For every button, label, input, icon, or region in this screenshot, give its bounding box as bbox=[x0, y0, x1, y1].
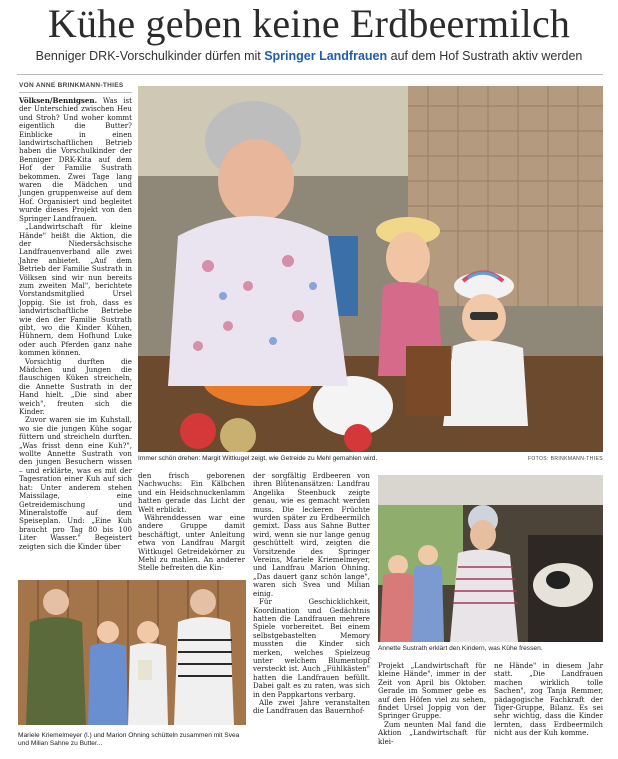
paragraph: Was ist der Unterschied zwischen Heu und Stroh? Und woher kommt eigentlich die Butter? Einblicke in einen landwirtschaftlichen Betrieb haben die Vorschulkinder der Benniger DRK-Kita auf dem Hof der Familie Sustrath bekommen. Zwei Tage lang waren die Mädchen und Jungen gruppenweise auf dem Hof. Organisiert und begleitet wurde dieses Projekt von den Springer Landfrauen. bbox=[19, 96, 132, 223]
paragraph: der sorgfältig Erdbeeren von ihren Blütenansätzen: Landfrau Angelika Steenbuck zeigte genau, wie es gemacht werden muss. Die leckeren Früchte wurden später zu Erdbeermilch gemixt. Dass aus Sahne Butter wird, wenn sie nur lange genug geschüttelt wird, zeigten die Vorsitzende des Springer Vereins, Mariele Kriemelmeyer, und Landfrau Marion Ohning. „Das dauert ganz schön lange", waren sich Svea und Milian einig. bbox=[253, 471, 370, 598]
main-photo bbox=[138, 86, 603, 452]
text-column-2 bbox=[138, 472, 245, 573]
subline-text-end: auf dem Hof Sustrath aktiv werden bbox=[387, 49, 583, 63]
paragraph: Zum neunten Mal fand die Aktion „Landwirtschaft für klei- bbox=[378, 719, 486, 746]
bottom-right-photo bbox=[378, 475, 603, 642]
paragraph: Projekt „Landwirtschaft für kleine Hände", immer in der Zeit von April bis Oktober. Gerade im Sommer gebe es auf den Höfen viel zu sehen, findet Ursel Joppig von der Springer Gruppe. bbox=[378, 661, 486, 721]
paragraph: Für Geschicklichkeit, Koordination und Gedächtnis hatten die Landfrauen mehrere Spiele vorbereitet. Bei einem selbstgebastelten Memory mussten die Kinder sich merken, welches Spielzeug unter welchem Blumentopf versteckt ist. Auch „Fühlkästen" hatten die Landfrauen befüllt. Dabei galt es zu raten, was sich in den Pappkartons verbarg. bbox=[253, 597, 370, 699]
paragraph: Vorsichtig durften die Mädchen und Jungen die flauschigen Küken streicheln, die Annette Sustrath in der Hand hielt. „Die sind aber weich", freuten sich die Kinder. bbox=[19, 356, 132, 417]
paragraph: Währenddessen war eine andere Gruppe damit beschäftigt, unter Anleitung etwa von Landfrau Margit Wittkugel Getreidekörner zu Mehl zu mahlen. An anderer Stelle befreiten die Kin- bbox=[138, 513, 245, 573]
article-subline bbox=[0, 49, 618, 63]
byline-rule bbox=[19, 92, 132, 93]
subline-text-start: Benniger DRK-Vorschulkinder dürfen mit bbox=[35, 49, 265, 63]
photo-credit: FOTOS: BRINKMANN-THIES bbox=[527, 456, 603, 462]
text-column-1 bbox=[19, 97, 132, 551]
text-column-3 bbox=[253, 472, 370, 716]
byline: VON ANNE BRINKMANN-THIES bbox=[19, 82, 124, 89]
paragraph: Zuvor waren sie im Kuhstall, wo sie die jungen Kühe sogar füttern und streicheln durften. „Was frisst denn eine Kuh?", wollte Annette Sustrath von den jungen Besuchern wissen – und erklärte, was es mit der Tagesration einer Kuh auf sich hat: Unter anderem stehen Maissilage, eine Getreidemischung und Mineralstoffe auf dem Speiseplan. Und: „Eine Kuh braucht pro Tag 80 bis 100 Liter Wasser." Begeistert zeigten sich die Kinder über bbox=[19, 415, 132, 551]
paragraph: Alle zwei Jahre veranstalten die Landfrauen das Bauernhof- bbox=[253, 697, 370, 716]
text-column-4 bbox=[378, 662, 486, 746]
dateline: Völksen/Bennigsen. bbox=[19, 96, 98, 105]
bottom-right-caption: Annette Sustrath erklärt den Kindern, was Kühe fressen. bbox=[378, 645, 543, 652]
bottom-left-photo bbox=[18, 580, 246, 725]
main-photo-caption: Immer schön drehen: Margit Wittkugel zeigt, wie Getreide zu Mehl gemahlen wird. bbox=[138, 455, 378, 462]
bottom-left-caption: Mariele Kriemelmeyer (l.) und Marion Ohning schütteln zusammen mit Svea und Milian Sahne zu Butter... bbox=[18, 732, 240, 747]
article-headline: Kühe geben keine Erdbeermilch bbox=[47, 1, 571, 46]
text-column-5 bbox=[494, 662, 603, 738]
header-rule bbox=[17, 74, 603, 75]
paragraph: „Landwirtschaft für kleine Hände" heißt die Aktion, die der Niedersächsische Landfrauenverband alle zwei Jahre anbietet. „Auf dem Betrieb der Familie Sustrath in Völksen sind wir nun bereits zum zweiten Mal", berichtete Vorstandsmitglied Ursel Joppig. Sie ist froh, dass es landwirtschaftliche Betriebe wie den der Familie Sustrath gibt, wo die Kinder Kühen, Hühnern, dem Hofhund Luke oder auch Pferden ganz nahe kommen können. bbox=[19, 222, 132, 358]
subline-highlight: Springer Landfrauen bbox=[264, 49, 388, 63]
paragraph: den frisch geborenen Nachwuchs: Ein Kälbchen und ein Heidschnuckenlamm hatten gerade das Licht der Welt erblickt. bbox=[138, 471, 245, 514]
paragraph: ne Hände" in diesem Jahr statt. „Die Landfrauen machen wirklich tolle Sachen", zog Tanja Remmer, pädagogische Fachkraft der Tiger-Gruppe, Bilanz. Es sei sehr wichtig, dass die Kinder lernten, dass Erdbeermilch nicht aus der Kuh komme. bbox=[494, 661, 603, 738]
